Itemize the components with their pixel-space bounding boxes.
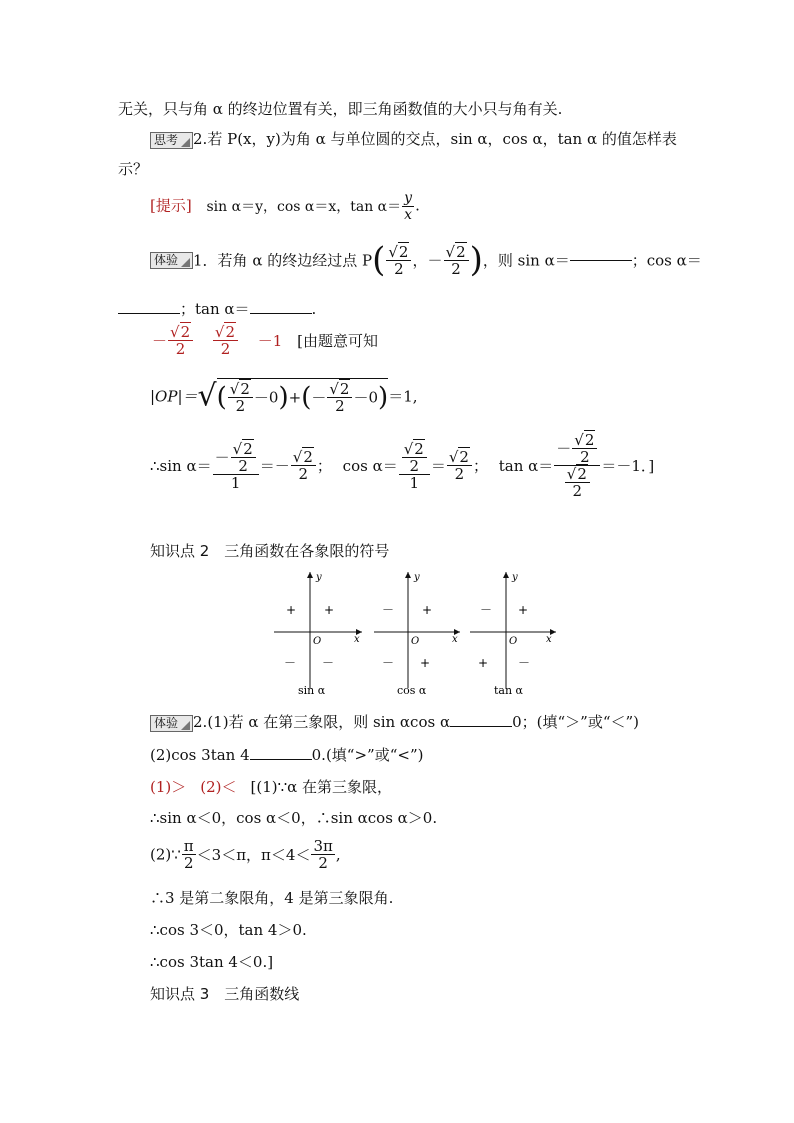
- half-pi-fraction: $\frac{\pi}{2}$: [183, 837, 194, 872]
- think-line-2: 示？: [118, 160, 149, 178]
- exercise-1-line: 体验 1．若角 α 的终边经过点 P( $\frac{√2}{2}$ ，－ $\frac{√2}{2}$ )，则 sin α＝ ；cos α＝: [150, 240, 702, 280]
- y-axis-label: y: [316, 572, 322, 583]
- quadrant-2-sign: －: [480, 603, 493, 617]
- answer-1-line: － $\frac{√2}{2}$ $\frac{√2}{2}$ －1 [由题意可知: [152, 323, 378, 358]
- exercise-2-line: 体验 2.(1)若 α 在第三象限，则 sin αcos α 0；(填“＞”或“＜”): [150, 711, 639, 732]
- y-axis-label: y: [512, 572, 518, 583]
- exercise-1-text: 1．若角 α 的终边经过点 P: [193, 251, 373, 270]
- point-y-fraction: $\frac{√2}{2}$: [444, 244, 469, 277]
- quadrant-4-sign: －: [322, 656, 335, 670]
- think-text: 2.若 P(x，y)为角 α 与单位圆的交点，sin α，cos α，tan α 的值怎样表: [193, 130, 677, 148]
- quadrant-2-sign: －: [382, 603, 395, 617]
- op-line: |OP|＝√( $\frac{√2}{2}$ －0)+(－ $\frac{√2}{2}$ －0)＝1,: [150, 378, 418, 415]
- sin-complex-fraction: － $\frac{√2}{2}$ 1: [213, 441, 259, 491]
- section-3-title: 知识点 3 三角函数线: [150, 985, 300, 1003]
- answer-sin-fraction: $\frac{√2}{2}$: [168, 324, 193, 357]
- answer-blank: [450, 726, 512, 727]
- diagram-caption: tan α: [494, 684, 523, 697]
- cos-tan-sign-line: ∴cos 3＜0，tan 4＞0.: [150, 921, 307, 939]
- origin-label: O: [509, 636, 518, 647]
- sin-blank: [570, 260, 632, 261]
- quadrant-line: ∴3 是第二象限角，4 是第三象限角.: [150, 889, 394, 907]
- hint-line: [提示] sin α＝y，cos α＝x，tan α＝ $\frac{y}{x}$ .: [150, 190, 420, 223]
- quadrant-3-sign: －: [382, 656, 395, 670]
- answer-1-explain: [由题意可知: [297, 332, 378, 350]
- three-half-pi-fraction: $\frac{3\pi}{2}$: [313, 837, 333, 872]
- quadrant-3-sign: +: [478, 656, 489, 670]
- think-tag: 思考: [150, 132, 193, 149]
- hint-fraction: $\frac{y}{x}$: [404, 190, 413, 223]
- quadrant-2-sign: +: [286, 603, 297, 617]
- quadrant-4-sign: －: [518, 656, 531, 670]
- quadrant-3-sign: －: [284, 656, 297, 670]
- hint-tag: [提示]: [150, 196, 192, 215]
- origin-label: O: [313, 636, 322, 647]
- point-x-fraction: $\frac{√2}{2}$: [386, 244, 411, 277]
- cos-diagram: [374, 572, 460, 697]
- diagram-caption: cos α: [397, 684, 427, 697]
- cos-complex-fraction: $\frac{\frac{√2}{2}}{1}$: [399, 441, 430, 491]
- x-axis-label: x: [354, 634, 360, 645]
- x-axis-label: x: [452, 634, 458, 645]
- cos-blank: [118, 313, 180, 314]
- quadrant-4-sign: +: [420, 656, 431, 670]
- tan-blank: [250, 313, 312, 314]
- exercise-1-line-2: ；tan α＝ .: [118, 298, 316, 319]
- answer-blank: [250, 759, 312, 760]
- tan-diagram: [470, 572, 556, 697]
- tan-complex-fraction: － $\frac{√2}{2}$ $\frac{√2}{2}$: [554, 432, 600, 499]
- answer-2-line: (1)＞ (2)＜ [(1)∵α 在第三象限，: [150, 778, 393, 796]
- sin-diagram: [274, 572, 362, 697]
- quadrant-sign-diagrams: [270, 568, 570, 700]
- answer-cos-fraction: $\frac{√2}{2}$: [213, 324, 238, 357]
- answer-tan: －1: [257, 332, 283, 350]
- section-2-title: 知识点 2 三角函数在各象限的符号: [150, 542, 390, 560]
- quadrant-1-sign: +: [518, 603, 529, 617]
- quadrant-1-sign: +: [324, 603, 335, 617]
- diagram-caption: sin α: [298, 684, 326, 697]
- origin-label: O: [411, 636, 420, 647]
- conclusion-line: ∴cos 3tan 4＜0.]: [150, 953, 274, 971]
- sign-line: ∴sin α＜0，cos α＜0，∴sin αcos α＞0.: [150, 809, 438, 827]
- therefore-values-line: ∴sin α＝ － $\frac{√2}{2}$ 1 ＝－ $\frac{√2}{2}$ ； cos α＝ $\frac{\frac{√2}{2}}{1}$ ＝ $\frac{√2}{2}$ ； tan α＝ － $\frac{√2}{2}$ $\frac{√2}{2}$ ＝－1．]: [150, 431, 655, 500]
- experience-tag: 体验: [150, 715, 193, 732]
- x-axis-label: x: [546, 634, 552, 645]
- y-axis-label: y: [414, 572, 420, 583]
- quadrant-1-sign: +: [422, 603, 433, 617]
- text-line: 无关，只与角 α 的终边位置有关，即三角函数值的大小只与角有关.: [118, 100, 563, 118]
- experience-tag: 体验: [150, 252, 193, 269]
- think-line: [150, 128, 677, 149]
- exercise-2-line-2: (2)cos 3tan 4 0.(填“>”或“<”): [150, 746, 424, 764]
- hint-body: sin α＝y，cos α＝x，tan α＝: [206, 198, 402, 215]
- pi-range-line: (2)∵ $\frac{\pi}{2}$ ＜3＜π，π＜4＜ $\frac{3\pi}{2}$ ,: [150, 837, 341, 872]
